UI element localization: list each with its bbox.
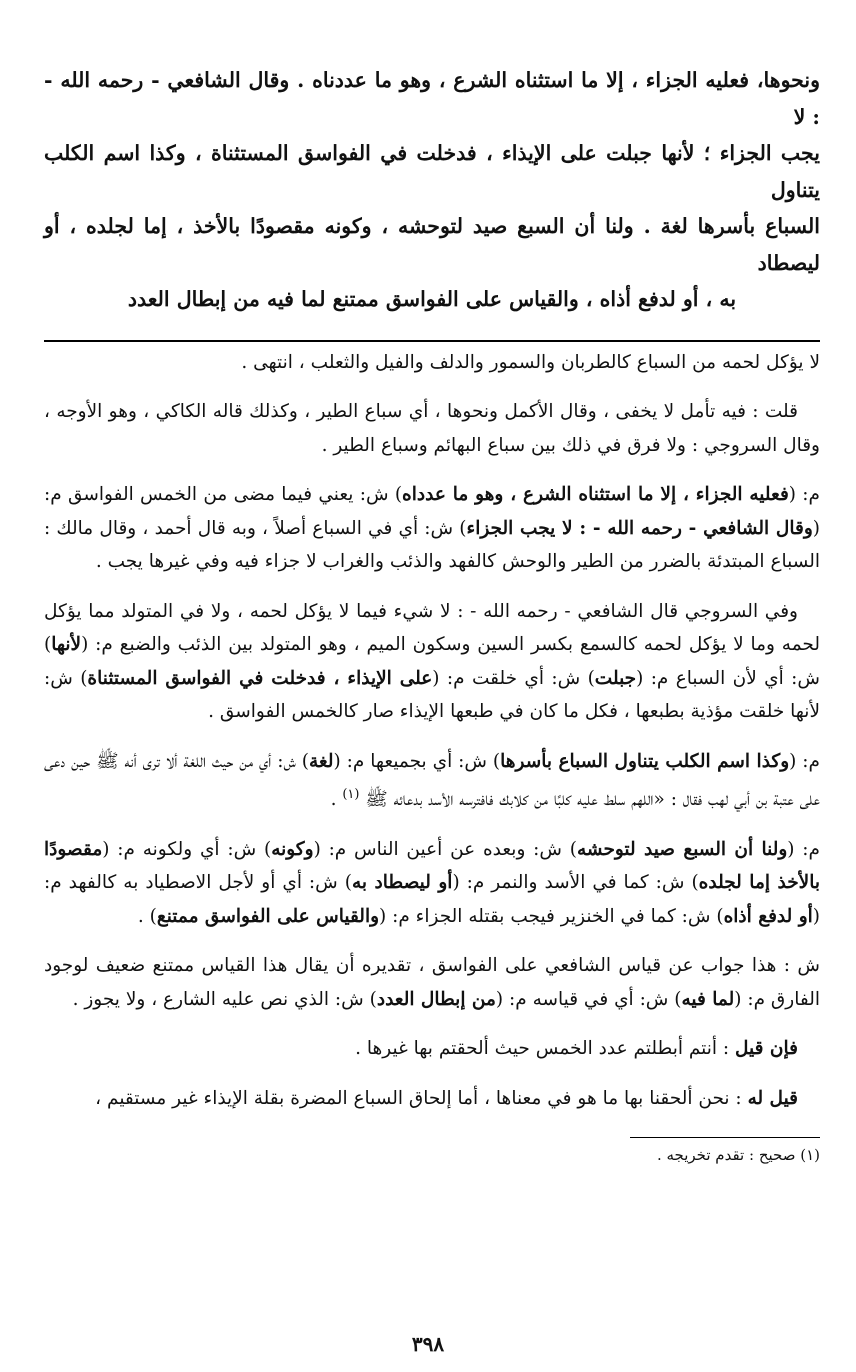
commentary-text: ) ش: الذي نص عليه الشارع ، ولا يجوز .: [72, 988, 377, 1010]
commentary-text: ش : هذا جواب عن قياس الشافعي على الفواسق ، تقديره أن يقال هذا القياس ممتنع ضعيف لوجود الفارق م: (: [44, 955, 820, 1010]
page-body: [44, 62, 820, 1166]
commentary-text: ) ش: أي في قياسه م: (: [495, 988, 682, 1010]
reply-label: قيل له: [747, 1087, 798, 1109]
marker-text: م: (: [787, 838, 820, 860]
quoted-matn: مقصودًا بالأخذ إما لجلده: [44, 838, 821, 894]
quoted-matn: لغة: [308, 750, 334, 772]
quoted-matn: وكذا اسم الكلب يتناول السباع بأسرها: [500, 750, 790, 772]
commentary-paragraph: [44, 1032, 820, 1066]
quoted-matn: وكونه: [271, 838, 314, 860]
page-number: ٣٩٨: [411, 1332, 445, 1356]
commentary-paragraph: لا يؤكل لحمه من السباع كالطربان والسمور والدلف والفيل والثعلب ، انتهى .: [241, 351, 820, 373]
quoted-matn: من إبطال العدد: [376, 988, 496, 1010]
commentary-paragraph: [44, 833, 820, 934]
commentary-text: ) ش: أي في السباع أصلاً ، وبه قال أحمد ، وقال مالك : السباع المبتدئة بالضرر من الطير والوحش كالفهد والذئب والغراب لا جزاء فيه وفي غيرها يجب .: [44, 517, 820, 572]
commentary-paragraph: [44, 745, 820, 817]
objection-label: فإن قيل: [735, 1038, 798, 1060]
quoted-matn: أو ليصطاد به: [351, 872, 453, 894]
quoted-matn: على الإيذاء ، فدخلت في الفواسق المستثناة: [87, 667, 433, 689]
quoted-matn: والقياس على الفواسق ممتنع: [156, 905, 380, 927]
commentary-text: وفي السروجي قال الشافعي - رحمه الله - : لا شيء فيما لا يؤكل لحمه ، ولا في المتولد مما يؤكل لحمه وما لا يؤكل لحمه كالسمع بكسر السين وسكون الميم ، وهو المتولد بين الذئب والضبع م: (: [44, 600, 820, 655]
quoted-matn: أو لدفع أذاه: [723, 905, 813, 927]
footnote: (١) صحيح : تقدم تخريجه .: [656, 1146, 820, 1165]
quoted-matn: جبلت: [594, 667, 637, 689]
matn-line: ونحوها، فعليه الجزاء ، إلا ما استثناه الشرع ، وهو ما عددناه . وقال الشافعي - رحمه الله - : لا: [44, 68, 820, 129]
commentary-text: ) ش: يعني فيما مضى من الخمس الفواسق م: (: [44, 484, 820, 539]
commentary-paragraph: [44, 595, 820, 729]
matn-line: يجب الجزاء ؛ لأنها جبلت على الإيذاء ، فدخلت في الفواسق المستثناة ، وكذا اسم الكلب يتناول: [44, 141, 820, 202]
commentary-text: .: [330, 789, 337, 811]
commentary-text: ) ش: كما في الأسد والنمر م: (: [452, 872, 699, 894]
commentary-paragraph: قلت : فيه تأمل لا يخفى ، وقال الأكمل ونحوها ، أي سباع الطير ، وكذلك قاله الكاكي ، وهو الأوجه ، وقال السروجي : ولا فرق في ذلك بين سباع البهائم وسباع الطير .: [44, 401, 820, 456]
matn-text-block: [44, 62, 820, 318]
commentary-text: ) ش: أي بجميعها م: (: [333, 750, 501, 772]
quoted-matn: وقال الشافعي - رحمه الله - : لا يجب الجزاء: [466, 517, 813, 539]
commentary-text: ) .: [137, 905, 157, 927]
commentary-text: ) ش: وبعده عن أعين الناس م: (: [313, 838, 578, 860]
commentary-text: ) ش: أي لأن السباع م: (: [44, 634, 820, 689]
commentary-text: ) ش: أي ولكونه م: (: [102, 838, 272, 860]
separator-rule: [44, 340, 820, 342]
quoted-matn: لما فيه: [681, 988, 735, 1010]
matn-line: به ، أو لدفع أذاه ، والقياس على الفواسق ممتنع لما فيه من إبطال العدد: [127, 287, 737, 311]
commentary-text: : أنتم أبطلتم عدد الخمس حيث ألحقتم بها غيرها .: [355, 1038, 736, 1060]
quoted-matn: لأنها: [51, 634, 82, 655]
commentary-paragraph: [44, 1082, 820, 1116]
commentary-block: [44, 346, 820, 1116]
commentary-text: ) ش: أي أو لأجل الاصطياد به كالفهد م: (: [44, 872, 820, 927]
commentary-text: ) ش: أي خلقت م: (: [432, 667, 595, 689]
commentary-text: : نحن ألحقنا بها ما هو في معناها ، أما إلحاق السباع المضرة بقلة الإيذاء غير مستقيم ،: [95, 1087, 748, 1109]
commentary-text: ) ش: كما في الخنزير فيجب بقتله الجزاء م: (: [379, 905, 724, 927]
commentary-text: ) ش: لأنها خلقت مؤذية بطبعها ، فكل ما كان في طبعها الإيذاء صار كالخمس الفواسق .: [44, 667, 820, 722]
footnote-ref: (١): [342, 787, 360, 802]
matn-line: السباع بأسرها لغة . ولنا أن السبع صيد لتوحشه ، وكونه مقصودًا بالأخذ ، إما لجلده ، أو ليصطاد: [44, 214, 820, 275]
quoted-matn: فعليه الجزاء ، إلا ما استثناه الشرع ، وهو ما عدداه: [402, 484, 789, 505]
marker-text: م: (: [788, 484, 820, 505]
commentary-text: ) ش: أي من حيث اللغة ألا ترى أنه ﷺ حين دعى على عتبة بن أبي لهب فقال : «اللهم سلط عليه كلبًا من كلابك فافترسه الأسد بدعائه ﷺ: [44, 750, 820, 811]
marker-text: م: (: [789, 750, 820, 772]
commentary-paragraph: [44, 478, 820, 579]
quoted-matn: ولنا أن السبع صيد لتوحشه: [577, 838, 788, 860]
commentary-paragraph: [44, 949, 820, 1016]
footnote-separator: [630, 1137, 820, 1138]
